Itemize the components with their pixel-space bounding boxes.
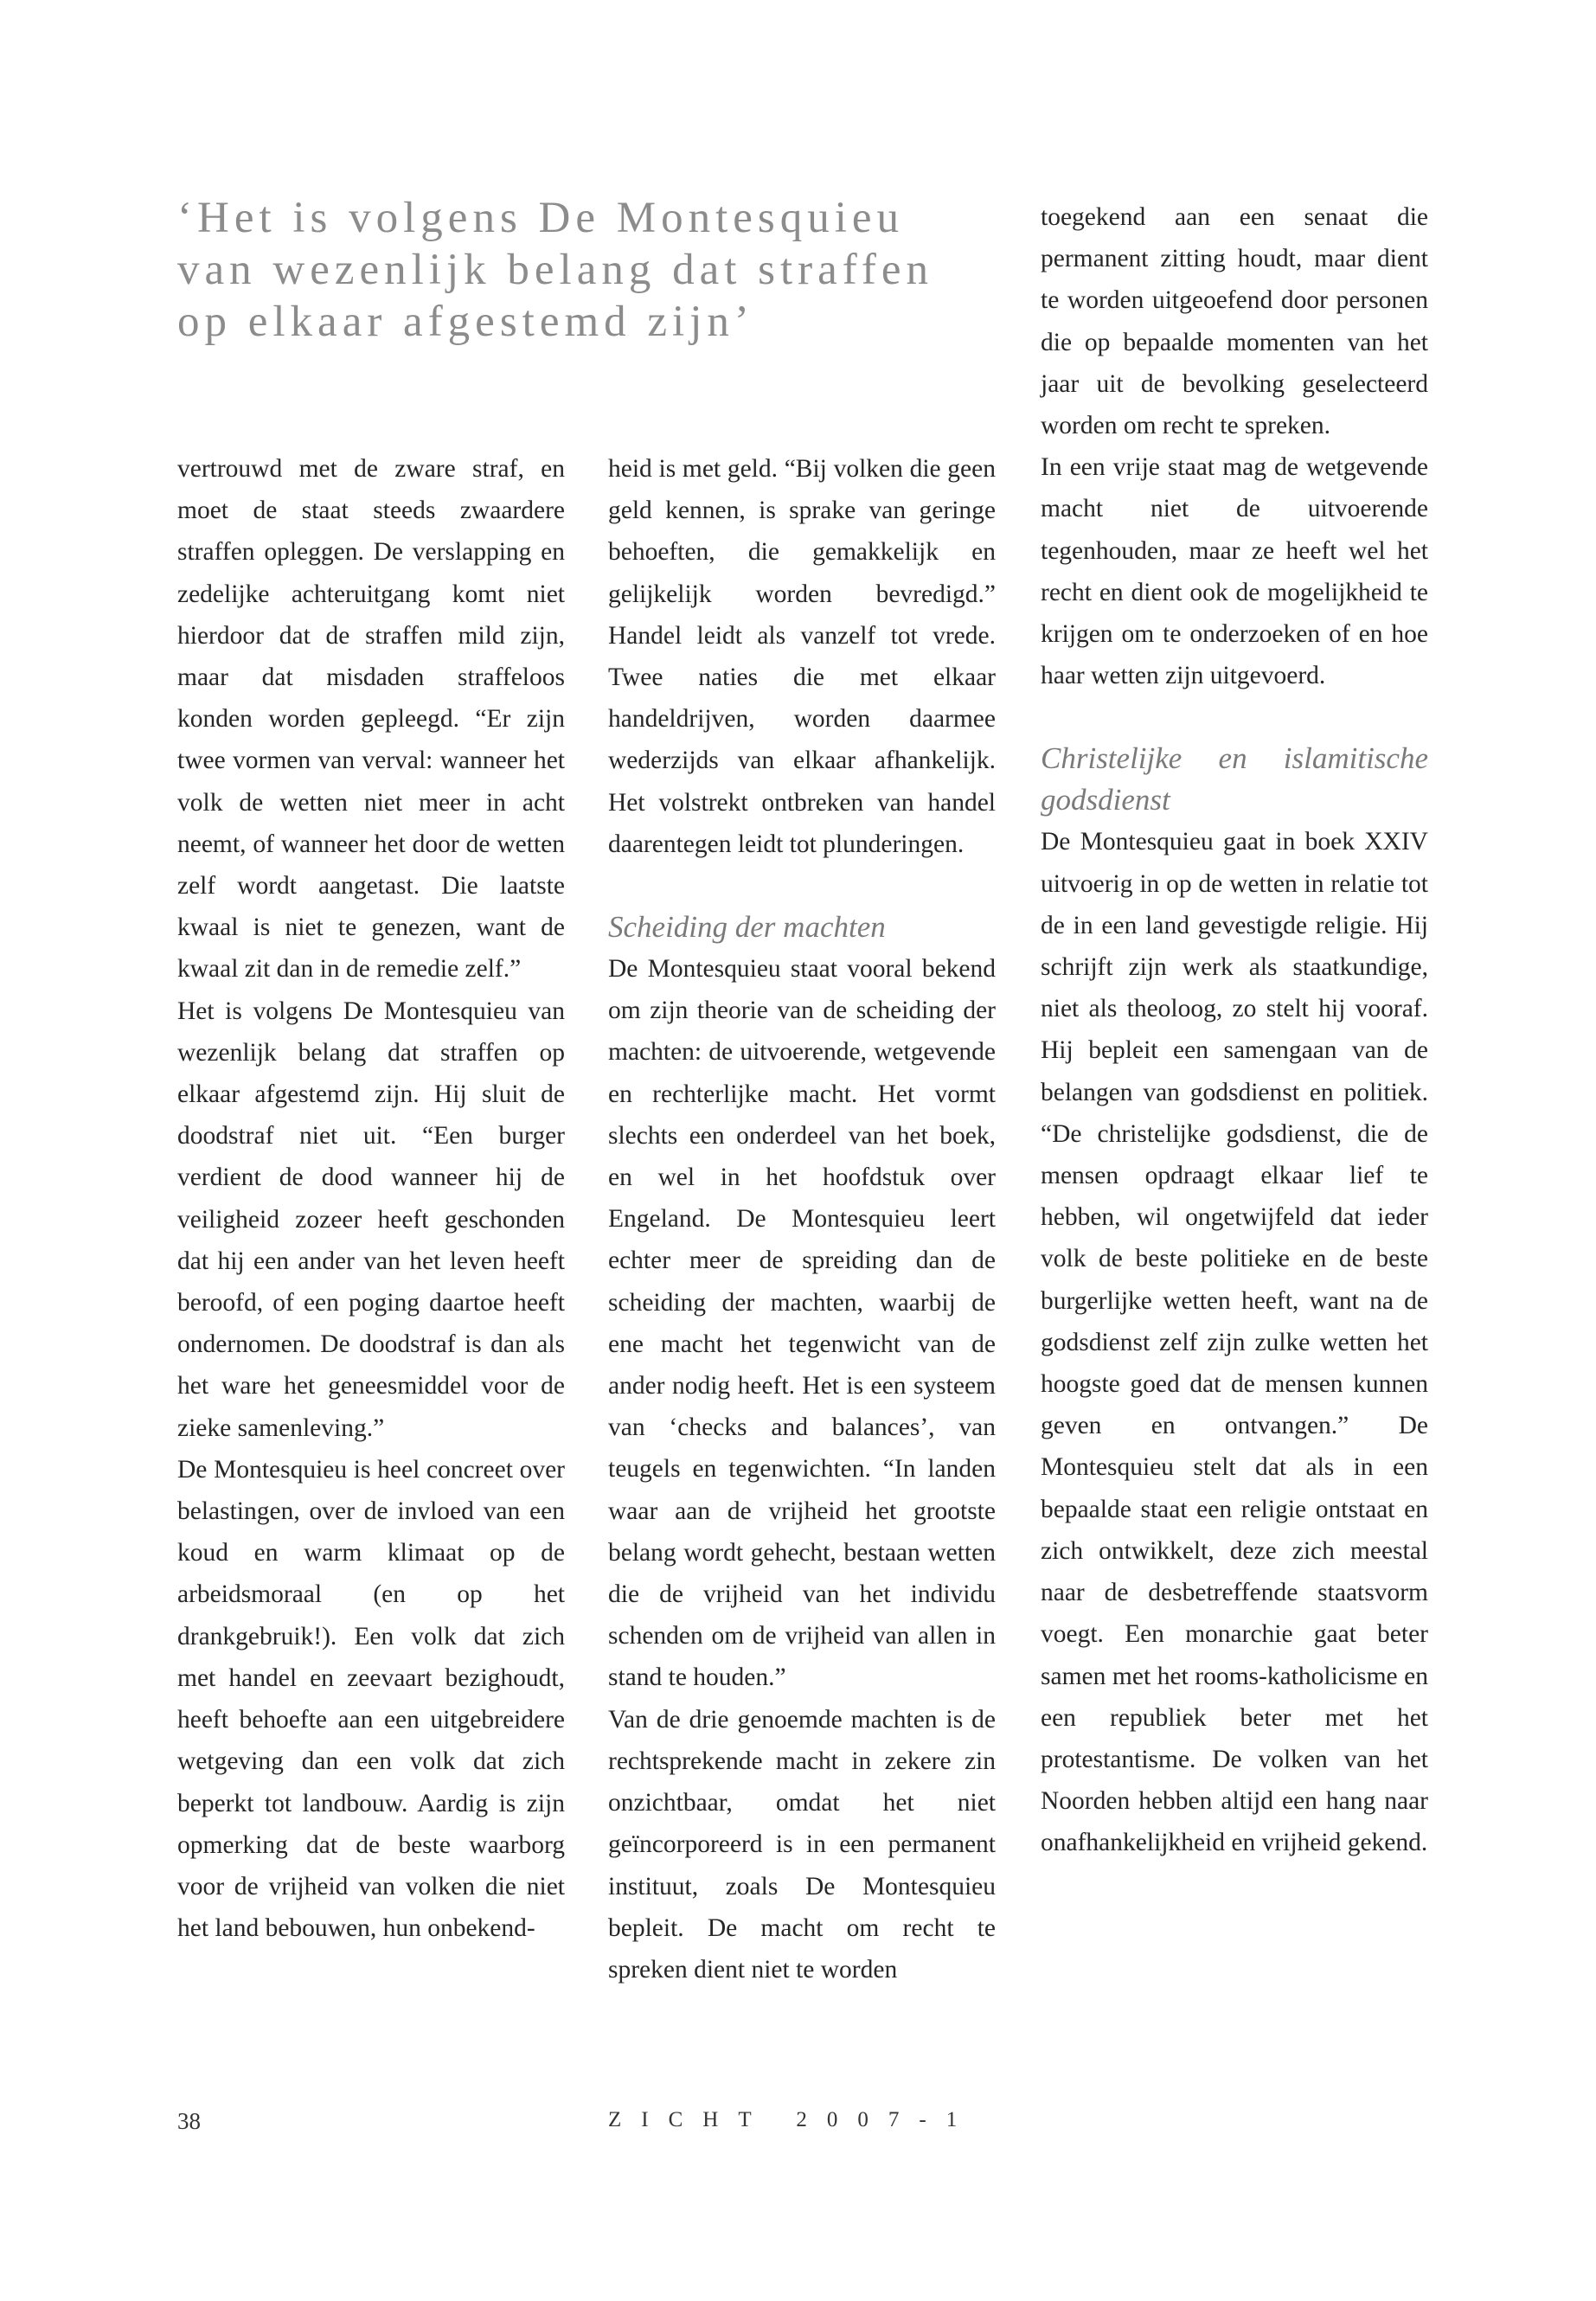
paragraph: De Montesquieu gaat in boek XXIV uitvoerig in op de wetten in relatie tot de in een land gevestigde religie. Hij schrijft zijn werk als staatkundige, niet als theoloog, zo stelt hij vooraf. Hij bepleit een samengaan van de belangen van godsdienst en politiek. “De christelijke godsdienst, die de mensen opdraagt elkaar lief te hebben, wil ongetwijfeld dat ieder volk de beste politieke en de beste burgerlijke wetten heeft, want na de godsdienst zelf zijn zulke wetten het hoogste goed dat de mensen kunnen geven en ontvangen.” De Montesquieu stelt dat als in een bepaalde staat een religie ontstaat en zich ontwikkelt, deze zich meestal naar de desbetreffende staatsvorm voegt. Een monarchie gaat beter samen met het rooms-katholicisme en een republiek beter met het protestantisme. De volken van het Noorden hebben altijd een hang naar onafhankelijkheid en vrijheid gekend.	[1041, 828, 1428, 1857]
section-heading-godsdienst: Christelijke en islamitische godsdienst	[1041, 741, 1428, 817]
pull-quote: ‘Het is volgens De Montesquieu van wezenlijk belang dat straffen op elkaar afgestemd zijn’	[177, 194, 933, 346]
page-number: 38	[177, 2108, 201, 2134]
column-2	[608, 448, 996, 1990]
column-1	[177, 448, 565, 1949]
paragraph: heid is met geld. “Bij volken die geen geld kennen, is sprake van geringe behoeften, die gemakkelijk en gelijkelijk worden bevredigd.” Handel leidt als vanzelf tot vrede. Twee naties die met elkaar handeldrijven, worden daarmee wederzijds van elkaar afhankelijk. Het volstrekt ontbreken van handel daarentegen leidt tot plunderingen.	[608, 455, 996, 858]
paragraph: De Montesquieu is heel concreet over belastingen, over de invloed van een koud en warm klimaat op de arbeidsmoraal (en op het drankgebruik!). Een volk dat zich met handel en zeevaart bezighoudt, heeft behoefte aan een uitgebreidere wetgeving dan een volk dat zich beperkt tot landbouw. Aardig is zijn opmerking dat de beste waarborg voor de vrijheid van volken die niet het land bebouwen, hun onbekend-	[177, 1455, 565, 1943]
paragraph: vertrouwd met de zware straf, en moet de staat steeds zwaardere straffen opleggen. De verslapping en zedelijke achteruitgang komt niet hierdoor dat de straffen mild zijn, maar dat misdaden straffeloos konden worden gepleegd. “Er zijn twee vormen van verval: wanneer het volk de wetten niet meer in acht neemt, of wanneer het door de wetten zelf wordt aangetast. Die laatste kwaal is niet te genezen, want de kwaal zit dan in de remedie zelf.”	[177, 455, 565, 984]
running-title: ZICHT 2007-1	[608, 2108, 977, 2131]
paragraph: In een vrije staat mag de wetgevende macht niet de uitvoerende tegenhouden, maar ze heeft wel het recht en dient ook de mogelijkheid te krijgen om te onderzoeken of en hoe haar wetten zijn uitgevoerd.	[1041, 453, 1428, 690]
column-3	[1041, 196, 1428, 1864]
paragraph: Het is volgens De Montesquieu van wezenlijk belang dat straffen op elkaar afgestemd zijn. Hij sluit de doodstraf niet uit. “Een burger verdient de dood wanneer hij de veiligheid zozeer heeft geschonden dat hij een ander van het leven heeft beroofd, of een poging daartoe heeft ondernomen. De doodstraf is dan als het ware het geneesmiddel voor de zieke samenleving.”	[177, 997, 565, 1442]
paragraph: Van de drie genoemde machten is de rechtsprekende macht in zekere zin onzichtbaar, omdat het niet geïncorporeerd is in een permanent instituut, zoals De Montesquieu bepleit. De macht om recht te spreken dient niet te worden	[608, 1705, 996, 1984]
paragraph: toegekend aan een senaat die permanent zitting houdt, maar dient te worden uitgeoefend door personen die op bepaalde momenten van het jaar uit de bevolking geselecteerd worden om recht te spreken.	[1041, 203, 1428, 440]
paragraph: De Montesquieu staat vooral bekend om zijn theorie van de scheiding der machten: de uitvoerende, wetgevende en rechterlijke macht. Het vormt slechts een onderdeel van het boek, en wel in het hoofdstuk over Engeland. De Montesquieu leert echter meer de spreiding dan de scheiding der machten, waarbij de ene macht het tegenwicht van de ander nodig heeft. Het is een systeem van ‘checks and balances’, van teugels en tegenwichten. “In landen waar aan de vrijheid het grootste belang wordt gehecht, bestaan wetten die de vrijheid van het individu schenden om de vrijheid van allen in stand te houden.”	[608, 955, 996, 1692]
section-heading-scheiding: Scheiding der machten	[608, 910, 886, 945]
